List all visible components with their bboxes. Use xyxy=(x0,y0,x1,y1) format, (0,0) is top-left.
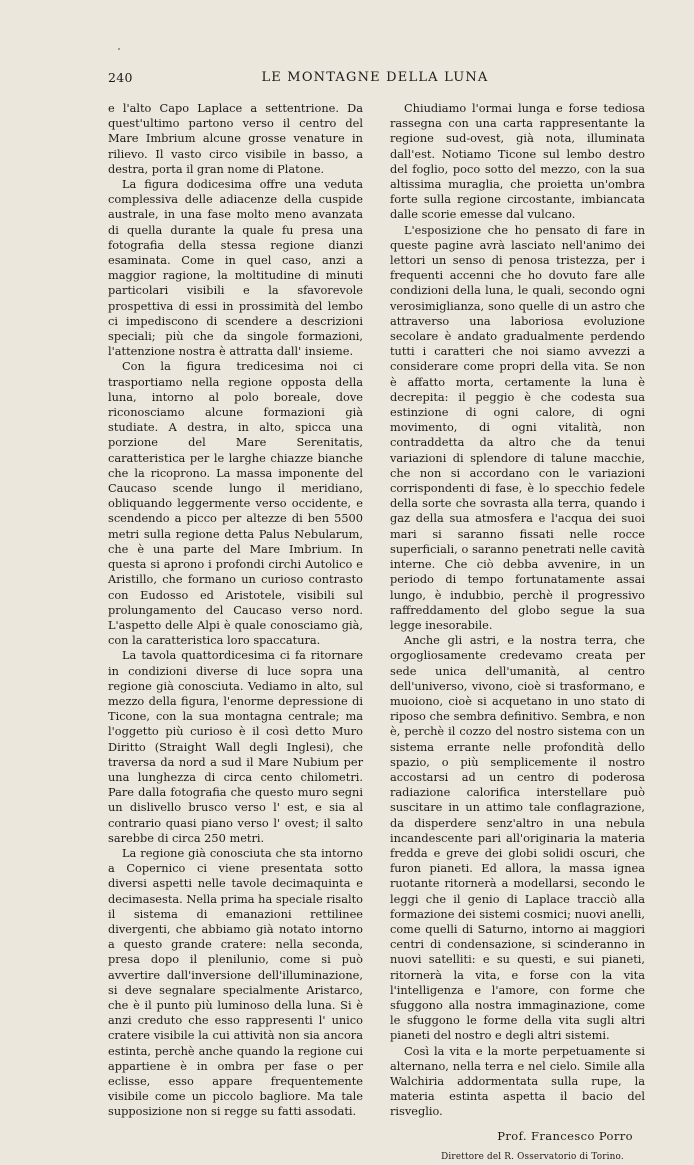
author-role: Direttore del R. Osservatorio di Torino. xyxy=(441,1151,624,1162)
left-column xyxy=(108,101,363,1120)
paper-speck xyxy=(118,48,120,50)
signature-block xyxy=(390,1129,645,1165)
author-name: Prof. Francesco Porro xyxy=(497,1128,633,1143)
paragraph: e l'alto Capo Laplace a settentrione. Da quest'ultimo partono verso il centro del Mare Imbrium alcune grosse venature in rilievo. Il vasto circo visibile in basso, a destra, porta il gran nome di Platone. xyxy=(108,101,363,176)
right-column xyxy=(390,101,645,1165)
page-header xyxy=(108,70,642,88)
paragraph: Anche gli astri, e la nostra terra, che orgogliosamente credevamo creata per sede unica dell'umanità, al centro dell'universo, vivono, cioè si trasformano, e muoiono, cioè si acquetano in uno stato di riposo che sembra definitivo. Sembra, e non è, perchè il cozzo del nostro sistema con un sistema errante nelle profondità dello spazio, o più semplicemente il nostro accostarsi ad un centro di poderosa radiazione calorifica interstellare può suscitare in un attimo tale conflagrazione, da disperdere senz'altro in una nebula incandescente pari all'originaria la materia fredda e greve dei globi solidi oscuri, che furon pianeti. Ed allora, la massa ignea ruotante ritornerà a modellarsi, secondo le leggi che il genio di Laplace tracciò alla formazione dei sistemi cosmici; nuovi anelli, come quelli di Saturno, intorno ai maggiori centri di condensazione, si scinderanno in nuovi satelliti: e su questi, e sui pianeti, ritornerà la vita, e forse con la vita l'intelligenza e l'amore, con forme che sfuggono alla nostra immaginazione, come le sfuggono le forme della vita sugli altri pianeti del nostro e degli altri sistemi. xyxy=(390,633,645,1043)
paragraph: La regione già conosciuta che sta intorno a Copernico ci viene presentata sotto diversi aspetti nelle tavole decimaquinta e decimasesta. Nella prima ha speciale risalto il sistema di emanazioni rettilinee divergenti, che abbiamo già notato intorno a questo grande cratere: nella seconda, presa dopo il plenilunio, come si può avvertire dall'inversione dell'illuminazione, si deve segnalare specialmente Aristarco, che è il punto più luminoso della luna. Si è anzi creduto che esso rappresenti l' unico cratere visibile la cui attività non sia ancora estinta, perchè anche quando la regione cui appartiene è in ombra per fase o per eclisse, esso appare frequentemente visibile come un piccolo bagliore. Ma tale supposizione non si regge su fatti assodati. xyxy=(108,845,363,1119)
paragraph: Con la figura tredicesima noi ci trasportiamo nella regione opposta della luna, intorno al polo boreale, dove riconosciamo alcune formazioni già studiate. A destra, in alto, spicca una porzione del Mare Serenitatis, caratteristica per le larghe chiazze bianche che la ricoprono. La massa imponente del Caucaso scende lungo il meridiano, obliquando leggermente verso occidente, e scendendo a picco per altezze di ben 5500 metri sulla regione detta Palus Nebularum, che è una parte del Mare Imbrium. In questa si aprono i profondi circhi Autolico e Aristillo, che formano un curioso contrasto con Eudosso ed Aristotele, visibili sul prolungamento del Caucaso verso nord. L'aspetto delle Alpi è quale conosciamo già, con la caratteristica loro spaccatura. xyxy=(108,359,363,648)
paragraph: L'esposizione che ho pensato di fare in queste pagine avrà lasciato nell'animo dei lettori un senso di penosa tristezza, per i frequenti accenni che ho dovuto fare alle condizioni della luna, le quali, secondo ogni verosimiglianza, sono quelle di un astro che attraverso una laboriosa evoluzione secolare è andato gradualmente perdendo tutti i caratteri che noi siamo avvezzi a considerare come propri della vita. Se non è affatto morta, certamente la luna è decrepita: il peggio è che codesta sua estinzione di ogni calore, di ogni movimento, di ogni vitalità, non contraddetta da altro che da tenui variazioni di splendore di talune macchie, che non si accordano con le variazioni corrispondenti di fase, è lo specchio fedele della sorte che sovrasta alla terra, quando i gaz della sua atmosfera e l'acqua dei suoi mari si saranno fissati nelle rocce superficiali, o saranno penetrati nelle cavità interne. Che ciò debba avvenire, in un periodo di tempo fortunatamente assai lungo, è indubbio, perchè il progressivo raffreddamento del globo segue la sua legge inesorabile. xyxy=(390,222,645,632)
running-title: LE MONTAGNE DELLA LUNA xyxy=(261,70,489,85)
page-number: 240 xyxy=(108,70,133,85)
paragraph: La figura dodicesima offre una veduta complessiva delle adiacenze della cuspide australe, in una fase molto meno avanzata di quella durante la quale fu presa una fotografia della stessa regione dianzi esaminata. Come in quel caso, anzi a maggior ragione, la moltitudine di minuti particolari visibili e la sfavorevole prospettiva di essi in prossimità del lembo ci impediscono di scendere a descrizioni speciali; più che da singole formazioni, l'attenzione nostra è attratta dall' insieme. xyxy=(108,177,363,359)
paragraph: Così la vita e la morte perpetuamente si alternano, nella terra e nel cielo. Simile alla Walchiria addormentata sulla rupe, la materia estinta aspetta il bacio del risveglio. xyxy=(390,1043,645,1119)
paragraph: La tavola quattordicesima ci fa ritornare in condizioni diverse di luce sopra una regione già conosciuta. Vediamo in alto, sul mezzo della figura, l'enorme depressione di Ticone, con la sua montagna centrale; ma l'oggetto più curioso è il così detto Muro Diritto (Straight Wall degli Inglesi), che traversa da nord a sud il Mare Nubium per una lunghezza di circa cento chilometri. Pare dalla fotografia che questo muro segni un dislivello brusco verso l' est, e sia al contrario quasi piano verso l' ovest; il salto sarebbe di circa 250 metri. xyxy=(108,648,363,845)
paragraph: Chiudiamo l'ormai lunga e forse tediosa rassegna con una carta rappresentante la regione sud-ovest, già nota, illuminata dall'est. Notiamo Ticone sul lembo destro del foglio, poco sotto del mezzo, con la sua altissima muraglia, che proietta un'ombra forte sulla regione circostante, imbiancata dalle scorie emesse dal vulcano. xyxy=(390,101,645,222)
